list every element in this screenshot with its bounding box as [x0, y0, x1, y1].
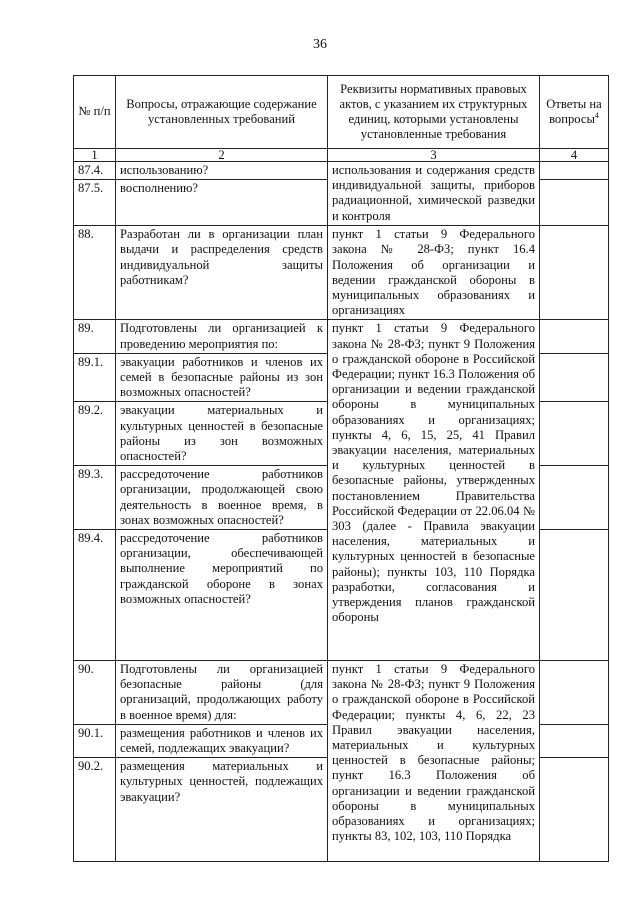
- row-number: 87.5.: [74, 180, 116, 226]
- answer-cell[interactable]: [540, 661, 609, 725]
- row-number: 90.1.: [74, 724, 116, 757]
- question-text: эвакуации работников и членов их семей в безопасные районы из зон возможных опасностей?: [116, 353, 328, 402]
- row-number: 87.4.: [74, 162, 116, 180]
- answer-cell[interactable]: [540, 402, 609, 466]
- question-text: Разработан ли в организации план выдачи и распределения средств индивидуальной защиты работникам?: [116, 226, 328, 320]
- question-text: размещения материальных и культурных ценностей, подлежащих эвакуации?: [116, 758, 328, 862]
- answer-cell[interactable]: [540, 353, 609, 402]
- column-number: 3: [328, 149, 540, 162]
- row-number: 89.: [74, 320, 116, 353]
- requisites-text: пункт 1 статьи 9 Федерального закона № 28-ФЗ; пункт 9 Положения о гражданской обороне в Российской Федерации; пункты 4, 6, 22, 23 Правил эвакуации населения, материальных и культурных ценностей в безопасные районы; пункт 16.3 Положения об организации и ведении гражданской обороны в муниципальных образованиях и организациях; пункты 83, 102, 103, 110 Порядка: [328, 661, 540, 862]
- header-answers: [540, 76, 609, 149]
- question-text: восполнению?: [116, 180, 328, 226]
- question-text: рассредоточение работников организации, продолжающей свою деятельность в военное время, в зонах возможных опасностей?: [116, 466, 328, 530]
- row-number: 90.2.: [74, 758, 116, 862]
- answer-cell[interactable]: [540, 320, 609, 353]
- question-text: Подготовлены ли организацией безопасные районы (для организаций, продолжающих работу в военное время) для:: [116, 661, 328, 725]
- question-text: использованию?: [116, 162, 328, 180]
- row-number: 89.1.: [74, 353, 116, 402]
- table-row: [74, 226, 609, 320]
- row-number: 89.4.: [74, 530, 116, 661]
- column-number: 1: [74, 149, 116, 162]
- row-number: 88.: [74, 226, 116, 320]
- table-row: [74, 661, 609, 725]
- requisites-text: пункт 1 статьи 9 Федерального закона № 28-ФЗ; пункт 9 Положения о гражданской обороне в Российской Федерации; пункт 16.3 Положения об организации и ведении гражданской обороны в муниципальных образованиях и организациях; пункты 4, 6, 15, 25, 41 Правил эвакуации населения, материальных и культурных ценностей в безопасные районы, утвержденных постановлением Правительства Российской Федерации от 22.06.04 № 303 (далее - Правила эвакуации населения, материальных и культурных ценностей в безопасные районы); пункты 103, 110 Порядка разработки, согласования и утверждения планов гражданской обороны: [328, 320, 540, 661]
- table-header-row: [74, 76, 609, 149]
- answer-cell[interactable]: [540, 162, 609, 180]
- header-number: № п/п: [74, 76, 116, 149]
- table-row: [74, 162, 609, 180]
- row-number: 89.3.: [74, 466, 116, 530]
- answer-cell[interactable]: [540, 530, 609, 661]
- column-number: 2: [116, 149, 328, 162]
- question-text: размещения работников и членов их семей, подлежащих эвакуации?: [116, 724, 328, 757]
- answer-cell[interactable]: [540, 180, 609, 226]
- page-number: 36: [313, 37, 327, 52]
- column-number: 4: [540, 149, 609, 162]
- column-number-row: [74, 149, 609, 162]
- question-text: эвакуации материальных и культурных ценностей в безопасные районы из зон возможных опасностей?: [116, 402, 328, 466]
- row-number: 90.: [74, 661, 116, 725]
- requirements-table: [73, 75, 609, 862]
- header-questions: Вопросы, отражающие содержание установленных требований: [116, 76, 328, 149]
- requisites-text: пункт 1 статьи 9 Федерального закона № 28-ФЗ; пункт 16.4 Положения об организации и ведении гражданской обороны в муниципальных образованиях и организациях: [328, 226, 540, 320]
- answer-cell[interactable]: [540, 226, 609, 320]
- answer-cell[interactable]: [540, 466, 609, 530]
- header-answers-label: Ответы на вопросы: [546, 96, 602, 126]
- footnote-marker: 4: [594, 110, 599, 120]
- question-text: рассредоточение работников организации, обеспечивающей выполнение мероприятий по гражданской обороне в зонах возможных опасностей?: [116, 530, 328, 661]
- table-row: [74, 320, 609, 353]
- question-text: Подготовлены ли организацией к проведению мероприятия по:: [116, 320, 328, 353]
- requisites-text: использования и содержания средств индивидуальной защиты, приборов радиационной, химической разведки и контроля: [328, 162, 540, 226]
- header-requisites: Реквизиты нормативных правовых актов, с указанием их структурных единиц, которыми установлены установленные требования: [328, 76, 540, 149]
- row-number: 89.2.: [74, 402, 116, 466]
- answer-cell[interactable]: [540, 724, 609, 757]
- answer-cell[interactable]: [540, 758, 609, 862]
